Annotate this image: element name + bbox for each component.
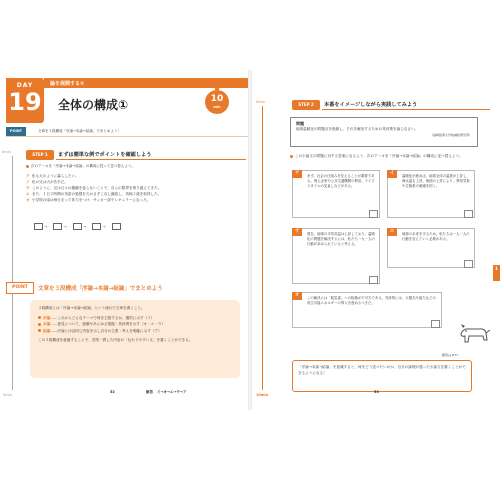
- list-item: イ 私の兄は犬が苦手だ。: [26, 180, 68, 184]
- arrow-right-icon: →: [44, 224, 48, 229]
- answer-box[interactable]: [92, 223, 101, 230]
- point-banner: [6, 127, 248, 136]
- choice-card: [387, 228, 475, 268]
- step1-intro: 次のア〜オを「序論→本論→結論」の構成に従って並べ替えよう。: [31, 164, 135, 168]
- point-text: 文章を３段構成「序論→本論→結論」でまとめよう！: [38, 129, 121, 133]
- timeline-end-label: 10min: [256, 393, 269, 397]
- card-text: 地球の未来を守るため、私たちは一人一人の行動を変えていく必要がある。: [402, 232, 470, 242]
- problem-box: [290, 117, 478, 147]
- list-item: ウ このように、兄は日々の鍛錬を怠らないことで、自らの限界を乗り越えてきた。: [26, 186, 162, 190]
- arrow-right-icon: →: [63, 224, 67, 229]
- answer-box[interactable]: [464, 210, 473, 218]
- bullet-dot-icon: [26, 165, 29, 168]
- bullet-dot-icon: [38, 323, 41, 326]
- answer-reference: 解答は P.77: [442, 353, 459, 357]
- step1-pill: STEP 1: [26, 150, 54, 160]
- timer-value: 10: [210, 94, 224, 104]
- card-tag: オ: [292, 292, 302, 300]
- timeline-end-label: 5min: [3, 393, 12, 397]
- problem-text: 地球温暖化の問題点を指摘し、それを解決するための具体策を論じなさい。: [296, 127, 419, 131]
- summary-note-box: [292, 360, 472, 392]
- step2-intro-row: [290, 153, 484, 159]
- list-item: オ 小学校の頃は毎日走って体力をつけ、サッカー部でレギュラーになった。: [26, 198, 151, 202]
- page-number: 52: [110, 390, 115, 394]
- bullet-dot-icon: [38, 316, 41, 319]
- answer-box[interactable]: [34, 223, 43, 230]
- day-number: 19: [8, 88, 42, 116]
- card-tag: エ: [387, 228, 397, 236]
- answer-box[interactable]: [369, 276, 378, 284]
- answer-label: 解答: [146, 390, 153, 394]
- card-text: 温暖化が進めば、地球全体の温度が上昇し、海水温も上昇、海面の上昇により、異常気象や生態系の破壊を招く。: [402, 174, 470, 189]
- answer-box[interactable]: [464, 260, 473, 268]
- card-tag: ウ: [292, 228, 302, 236]
- summary-intro: ３段構成とは「序論→本論→結論」という流れで文章を書くこと。: [38, 306, 145, 310]
- choice-card: [387, 170, 475, 218]
- summary-row: 結論……序論とほぼ同じ内容を示し自分の主張・考えを明確に示す（ア）: [38, 328, 232, 335]
- list-item: ア 私も犬のように暮らしたい。: [26, 174, 79, 178]
- left-footer: [110, 390, 186, 395]
- timeline-start-label: 0min: [2, 150, 11, 154]
- summary-outro: この３段構成を意識することで、首尾一貫した内容の「伝わりやすい文」を書くことができる。: [38, 338, 193, 342]
- step2-intro: この小論文の問題に対する答案になるよう、次のア〜オを「序論→本論→結論」の構成に並べ替えよう。: [295, 154, 463, 158]
- chapter-side-tab: 1: [493, 265, 500, 281]
- chapter-bar: 論を展開する①: [44, 78, 248, 88]
- choice-card: [292, 228, 380, 284]
- card-tag: ア: [292, 170, 302, 178]
- dog-illustration-icon: [457, 320, 491, 350]
- timeline-line: [12, 156, 13, 390]
- page-title: 全体の構成①: [58, 98, 129, 112]
- step2-title: 本番をイメージしながら実践してみよう: [324, 102, 418, 108]
- left-page: [0, 70, 248, 410]
- book-spread: [0, 70, 500, 410]
- arrow-right-icon: →: [82, 224, 87, 229]
- summary-note-text: 「序論→本論→結論」を意識すると、何をどう述べたいのか、自分の論理が通った小論文を書くことができるようになる！: [298, 365, 466, 375]
- right-page: [252, 70, 500, 410]
- answer-box[interactable]: [53, 223, 62, 230]
- answer-box[interactable]: [431, 320, 440, 328]
- step2-pill: STEP 2: [292, 100, 320, 110]
- summary-row: 本論……意見について、経験やあらゆる根拠・具体例を示す（オ・エ・ウ）: [38, 321, 232, 328]
- bullet-dot-icon: [38, 329, 41, 332]
- choice-card: [292, 170, 380, 218]
- step1-rule: [56, 159, 246, 160]
- timer-knob: [215, 87, 219, 90]
- problem-source: （高崎経済大学地域政策学部）: [429, 132, 472, 137]
- step1-header: [26, 150, 246, 160]
- timer-unit: min: [213, 105, 221, 109]
- card-text: 現在、地球の平均気温は上昇しており、温暖化の問題を解決するには、私たち一人一人の行動が求められていると考える。: [307, 232, 375, 247]
- bullet-dot-icon: [290, 155, 293, 158]
- choice-card: [292, 292, 442, 328]
- summary-row: 序論……これからどんなテーマで何を主張するか、端的に示す（イ）: [38, 315, 232, 322]
- timeline-start-label: 0min: [256, 100, 265, 104]
- point2-title: 文章を３段構成「序論→本論→結論」でまとめよう: [38, 286, 163, 292]
- step2-header: [292, 100, 492, 110]
- answer-box[interactable]: [112, 223, 121, 230]
- problem-heading: 問題: [296, 121, 304, 126]
- divider: [6, 136, 248, 137]
- timer-icon: [205, 90, 229, 114]
- arrow-right-icon: →: [102, 224, 106, 229]
- answer-box[interactable]: [73, 223, 82, 230]
- step2-rule: [322, 109, 490, 110]
- day-label: DAY: [16, 82, 34, 89]
- choice-list: [26, 173, 231, 203]
- card-tag: イ: [387, 170, 397, 178]
- answer-box[interactable]: [369, 210, 378, 218]
- page-number: 53: [374, 390, 379, 394]
- list-item: エ また、１日２時間の英語の勉強を欠かさずこなし継続し、英検２級を取得した。: [26, 192, 162, 196]
- step1-intro-row: [26, 164, 236, 169]
- card-text: この解決には「脱炭素」への転換が不可欠である。具体的には、太陽光や風力などの再生可能エネルギーの導入を進めるべきだ。: [307, 296, 436, 306]
- card-text: まず、社会の仕組みを変えることが重要である。例えば家や公共交通機関の利用、ライフスタイルの見直しなどがある。: [307, 174, 375, 189]
- point2-header: [6, 282, 248, 294]
- point-badge: POINT: [6, 127, 26, 136]
- point2-badge: POINT: [6, 282, 34, 294]
- day-badge: [6, 78, 44, 123]
- answer-text: イ→オ→エ→ウ→ア: [157, 390, 187, 394]
- answer-boxes: [34, 216, 239, 229]
- timeline-line: [262, 106, 263, 390]
- step1-title: まずは簡単な例でポイントを確認しよう: [58, 152, 152, 158]
- summary-box: [30, 300, 240, 378]
